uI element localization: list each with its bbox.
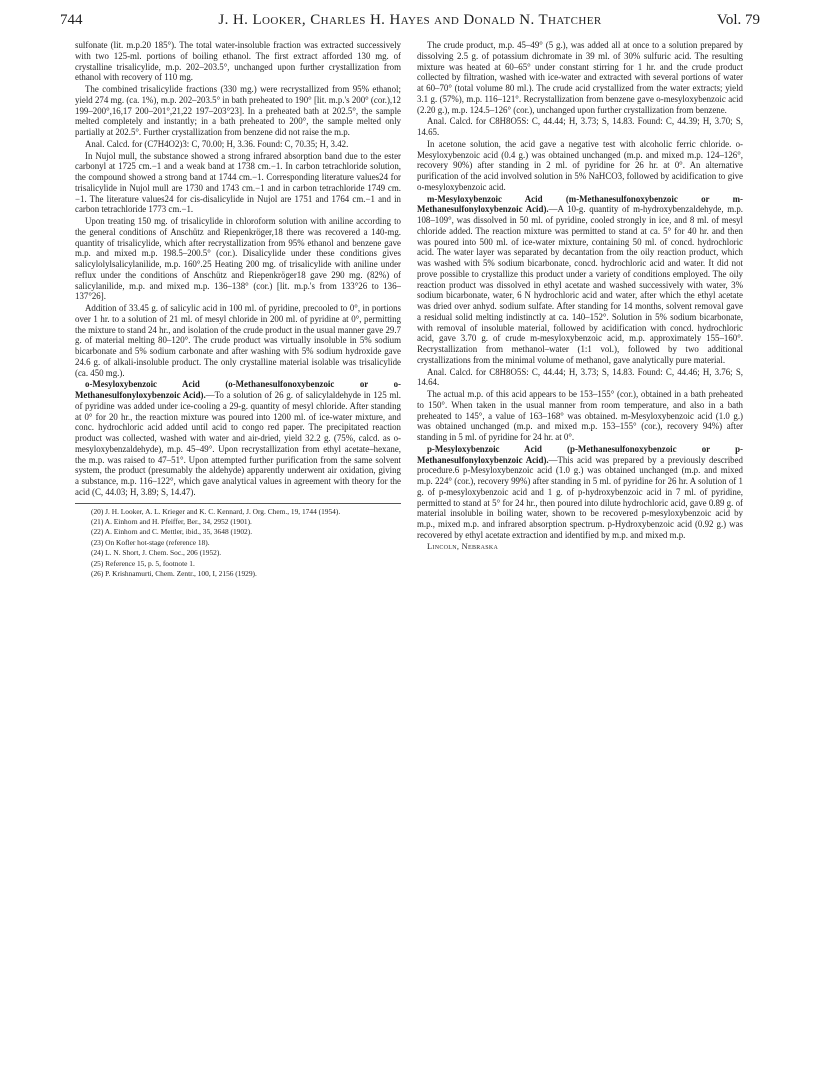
paragraph: In acetone solution, the acid gave a negative test with alcoholic ferric chloride. o-Mesyloxybenzoic acid (0.4 g.) was obtained unchanged (m.p. and mixed m.p. 124–126°, recovery 90%) after standing in 2 ml. of pyridine for 26 hr. at 0°. An alternative purification of the acid involved solution in 5% NaHCO3, followed by acidification to give o-mesyloxybenzoic acid. xyxy=(417,138,743,192)
analysis-paragraph: Anal. Calcd. for C8H8O5S: C, 44.44; H, 3.73; S, 14.83. Found: C, 44.46; H, 3.76; S, 14.64. xyxy=(417,366,743,388)
footnote: (21) A. Einhorn and H. Pfeiffer, Ber., 34, 2952 (1901). xyxy=(91,516,252,526)
paragraph: In Nujol mull, the substance showed a strong infrared absorption band due to the ester carbonyl at 1725 cm.−1 and a weak band at 1738 cm.−1. In carbon tetrachloride solution, the compound showed a strong band at 1744 cm.−1. Corresponding literature values24 for trisalicylide in Nujol mull are 1730 and 1743 cm.−1 and in carbon tetrachloride 1749 cm.−1. The literature values24 for cis-disalicylide in Nujol are 1751 and 1764 cm.−1 and in carbon tetrachloride 1773 cm.−1. xyxy=(75,150,401,215)
section-paragraph xyxy=(75,379,401,497)
paragraph: Upon treating 150 mg. of trisalicylide in chloroform solution with aniline according to the general conditions of Anschütz and Riepenkröger,18 there was recovered a 140-mg. quantity of trisalicylide, which after recrystallization from 95% ethanol and benzene gave m.p. and mixed m.p. 198.5–200.5° (cor.). Disalicylide under these conditions gives salicylolylsalicylanilide, m.p. 160°.25 Heating 200 mg. of trisalicylide with aniline under reflux under the conditions of Anschütz and Riepenkröger18 gave 290 mg. (82%) of salicylanilide, m.p. and mixed m.p. 136–138° (cor.) [lit. m.p.'s from 133°26 to 136–137°26]. xyxy=(75,216,401,302)
section-heading: m-Mesyloxybenzoic Acid (m-Methanesulfonoxybenzoic or m-Methanesulfonyloxybenzoic Acid). xyxy=(417,193,743,215)
page-number: 744 xyxy=(60,12,83,28)
analysis-paragraph: Anal. Calcd. for (C7H4O2)3: C, 70.00; H, 3.36. Found: C, 70.35; H, 3.42. xyxy=(85,138,349,149)
analysis-paragraph: Anal. Calcd. for C8H8O5S: C, 44.44; H, 3.73; S, 14.83. Found: C, 44.39; H, 3.70; S, 14.65. xyxy=(417,116,743,137)
volume-label: Vol. 79 xyxy=(716,12,760,28)
running-title-authors: J. H. Looker, Charles H. Hayes and Donald N. Thatcher xyxy=(218,12,602,28)
footnote: (20) J. H. Looker, A. L. Krieger and K. C. Kennard, J. Org. Chem., 19, 1744 (1954). xyxy=(91,506,341,516)
section-body: —A 10-g. quantity of m-hydroxybenzaldehyde, m.p. 108–109°, was dissolved in 50 ml. of pyridine, cooled strongly in ice, and 8 ml. of mesyl chloride added. The reaction mixture was permitted to stand at ca. 5° for 40 hr. and then was poured into 500 ml. of ice-water mixture, containing 50 ml. of concd. hydrochloric acid. The water layer was separated by decantation from the oily reaction product, which was washed with 5% sodium bicarbonate, concd. hydrochloric acid and water. It did not prove possible to crystallize this product under a variety of conditions employed. The oily reaction product was dissolved in ethyl acetate and washed successively with water, 3% sodium bicarbonate, water, 6 N hydrochloric acid and water, after which the ethyl acetate was dried over anhyd. sodium sulfate. After standing for 14 months, solvent removal gave a residual solid melting indistinctly at ca. 140–152°. Solution in 5% sodium bicarbonate, with removal of insoluble material, followed by acidification with concd. hydrochloric acid, gave 3.70 g. of crude m-mesyloxybenzoic acid, m.p. approximately 155–160°. Recrystallization from methanol–water (1:1 vol.), followed by two additional crystallizations from the minimal volume of methanol, gave analytically pure material. xyxy=(417,204,743,365)
paragraph: The crude product, m.p. 45–49° (5 g.), was added all at once to a solution prepared by dissolving 2.5 g. of potassium dichromate in 39 ml. of 30% sulfuric acid. The resulting mixture was heated at 60–65° under constant stirring for 1 hr. and the crude product collected by filtration, washed with ice-water and extracted with several portions of water at 60–70° (total volume 80 ml.). The crude acid crystallized from the water extracts; yield 3.1 g. (57%), m.p. 116–121°. Recrystallization from benzene gave o-mesyloxybenzoic acid (2.20 g.), m.p. 124.5–126° (cor.), unchanged upon further crystallization from benzene. xyxy=(417,40,743,115)
footnote: (26) P. Krishnamurti, Chem. Zentr., 100, I, 2156 (1929). xyxy=(91,568,257,578)
section-body: —This acid was prepared by a previously described procedure.6 p-Mesyloxybenzoic acid (1.0 g.) was obtained unchanged (m.p. and mixed m.p. 224° (cor.), recovery 99%) after standing in 5 ml. of pyridine for 26 hr. A solution of 1 g. of p-mesyloxybenzoic acid and 1 g. of p-hydroxybenzoic acid in 7 ml. of pyridine, permitted to stand at 5° for 24 hr., then poured into dilute hydrochloric acid, gave 0.89 g. of material insoluble in boiling water, shown to be recovered p-mesyloxybenzoic acid by m.p., mixed m.p. and infrared absorption spectrum. p-Hydroxybenzoic acid (0.92 g.) was recovered by ethyl acetate extraction and identified by m.p. and mixed m.p. xyxy=(417,454,743,540)
page-header xyxy=(60,12,760,36)
section-heading: p-Mesyloxybenzoic Acid (p-Methanesulfonoxybenzoic or p-Methanesulfonyloxybenzoic Acid). xyxy=(417,443,743,465)
section-paragraph xyxy=(417,444,743,541)
footnotes xyxy=(75,507,401,579)
paragraph: The actual m.p. of this acid appears to be 153–155° (cor.), obtained in a bath preheated to 150°. When taken in the usual manner from room temperature, and also in a bath preheated to 145°, a value of 163–168° was obtained. m-Mesyloxybenzoic acid (1.0 g.) was obtained unchanged (m.p. and mixed m.p. 153–155° (cor.), recovery 94%) after standing in 5 ml. of pyridine for 24 hr. at 0°. xyxy=(417,389,743,442)
author-location: Lincoln, Nebraska xyxy=(427,541,499,551)
paragraph: The combined trisalicylide fractions (330 mg.) were recrystallized from 95% ethanol; yield 274 mg. (ca. 1%), m.p. 202–203.5° in bath preheated to 190° [lit. m.p.'s 200° (cor.),12 199–200°,16,17 200–201°,21,22 197–203°23]. In a preheated bath at 202.5°, the sample melted completely and instantly; in a bath preheated to 200°, the sample melted only partially at 202.5°. Further crystallization from benzene did not raise the m.p. xyxy=(75,84,401,137)
footnote: (24) L. N. Short, J. Chem. Soc., 206 (1952). xyxy=(91,548,222,558)
left-column xyxy=(75,40,401,579)
paragraph: sulfonate (lit. m.p.20 185°). The total water-insoluble fraction was extracted successively with two 125-ml. portions of boiling ethanol. The first extract afforded 130 mg. of crystalline trisalicylide, m.p. 202–203.5°, unchanged upon further crystallization from ethanol with recovery of 110 mg. xyxy=(75,40,401,83)
footnote: (23) On Kofler hot-stage (reference 18). xyxy=(91,537,210,547)
footnote: (22) A. Einhorn and C. Mettler, ibid., 35, 3648 (1902). xyxy=(91,527,253,537)
footnote: (25) Reference 15, p. 5, footnote 1. xyxy=(91,558,195,568)
section-heading: o-Mesyloxybenzoic Acid (o-Methanesulfonoxybenzoic or o-Methanesulfonyloxybenzoic Acid). xyxy=(75,379,401,400)
right-column xyxy=(417,40,743,553)
paragraph: Addition of 33.45 g. of salicylic acid in 100 ml. of pyridine, precooled to 0°, in portions over 1 hr. to a solution of 21 ml. of mesyl chloride in 200 ml. of pyridine at 0°, permitting the mixture to stand 24 hr., and isolation of the crude product in the usual manner gave 29.7 g. of material melting 80–120°. The crude product was virtually insoluble in 5% sodium bicarbonate and 5% sodium carbonate and after washing with 5% sodium hydroxide gave 24.6 g. of alkali-insoluble product. The only crystalline material isolable was trisalicylide (ca. 450 mg.). xyxy=(75,303,401,378)
section-body: —To a solution of 26 g. of salicylaldehyde in 125 ml. of pyridine was added under ice-cooling a 29-g. quantity of mesyl chloride. After standing at 0° for 20 hr., the reaction mixture was poured into 1200 ml. of ice-water mixture, and conc. hydrochloric acid added until acid to congo red paper. The precipitated reaction product was collected, washed with water and air-dried, yield 32.2 g. (75%, calcd. as o-mesyloxybenzaldehyde), m.p. 45–49°. Upon recrystallization from ethyl acetate–hexane, the m.p. was raised to 47–51°. Upon attempted further purification from the same solvent system, the product (presumably the aldehyde) apparently underwent air oxidation, giving a substance, m.p. 116–122°, which gave analytical values in agreement with theory for the acid (C, 44.03; H, 3.89; S, 14.47). xyxy=(75,390,401,497)
footnote-divider xyxy=(75,503,401,504)
section-paragraph xyxy=(417,194,743,366)
